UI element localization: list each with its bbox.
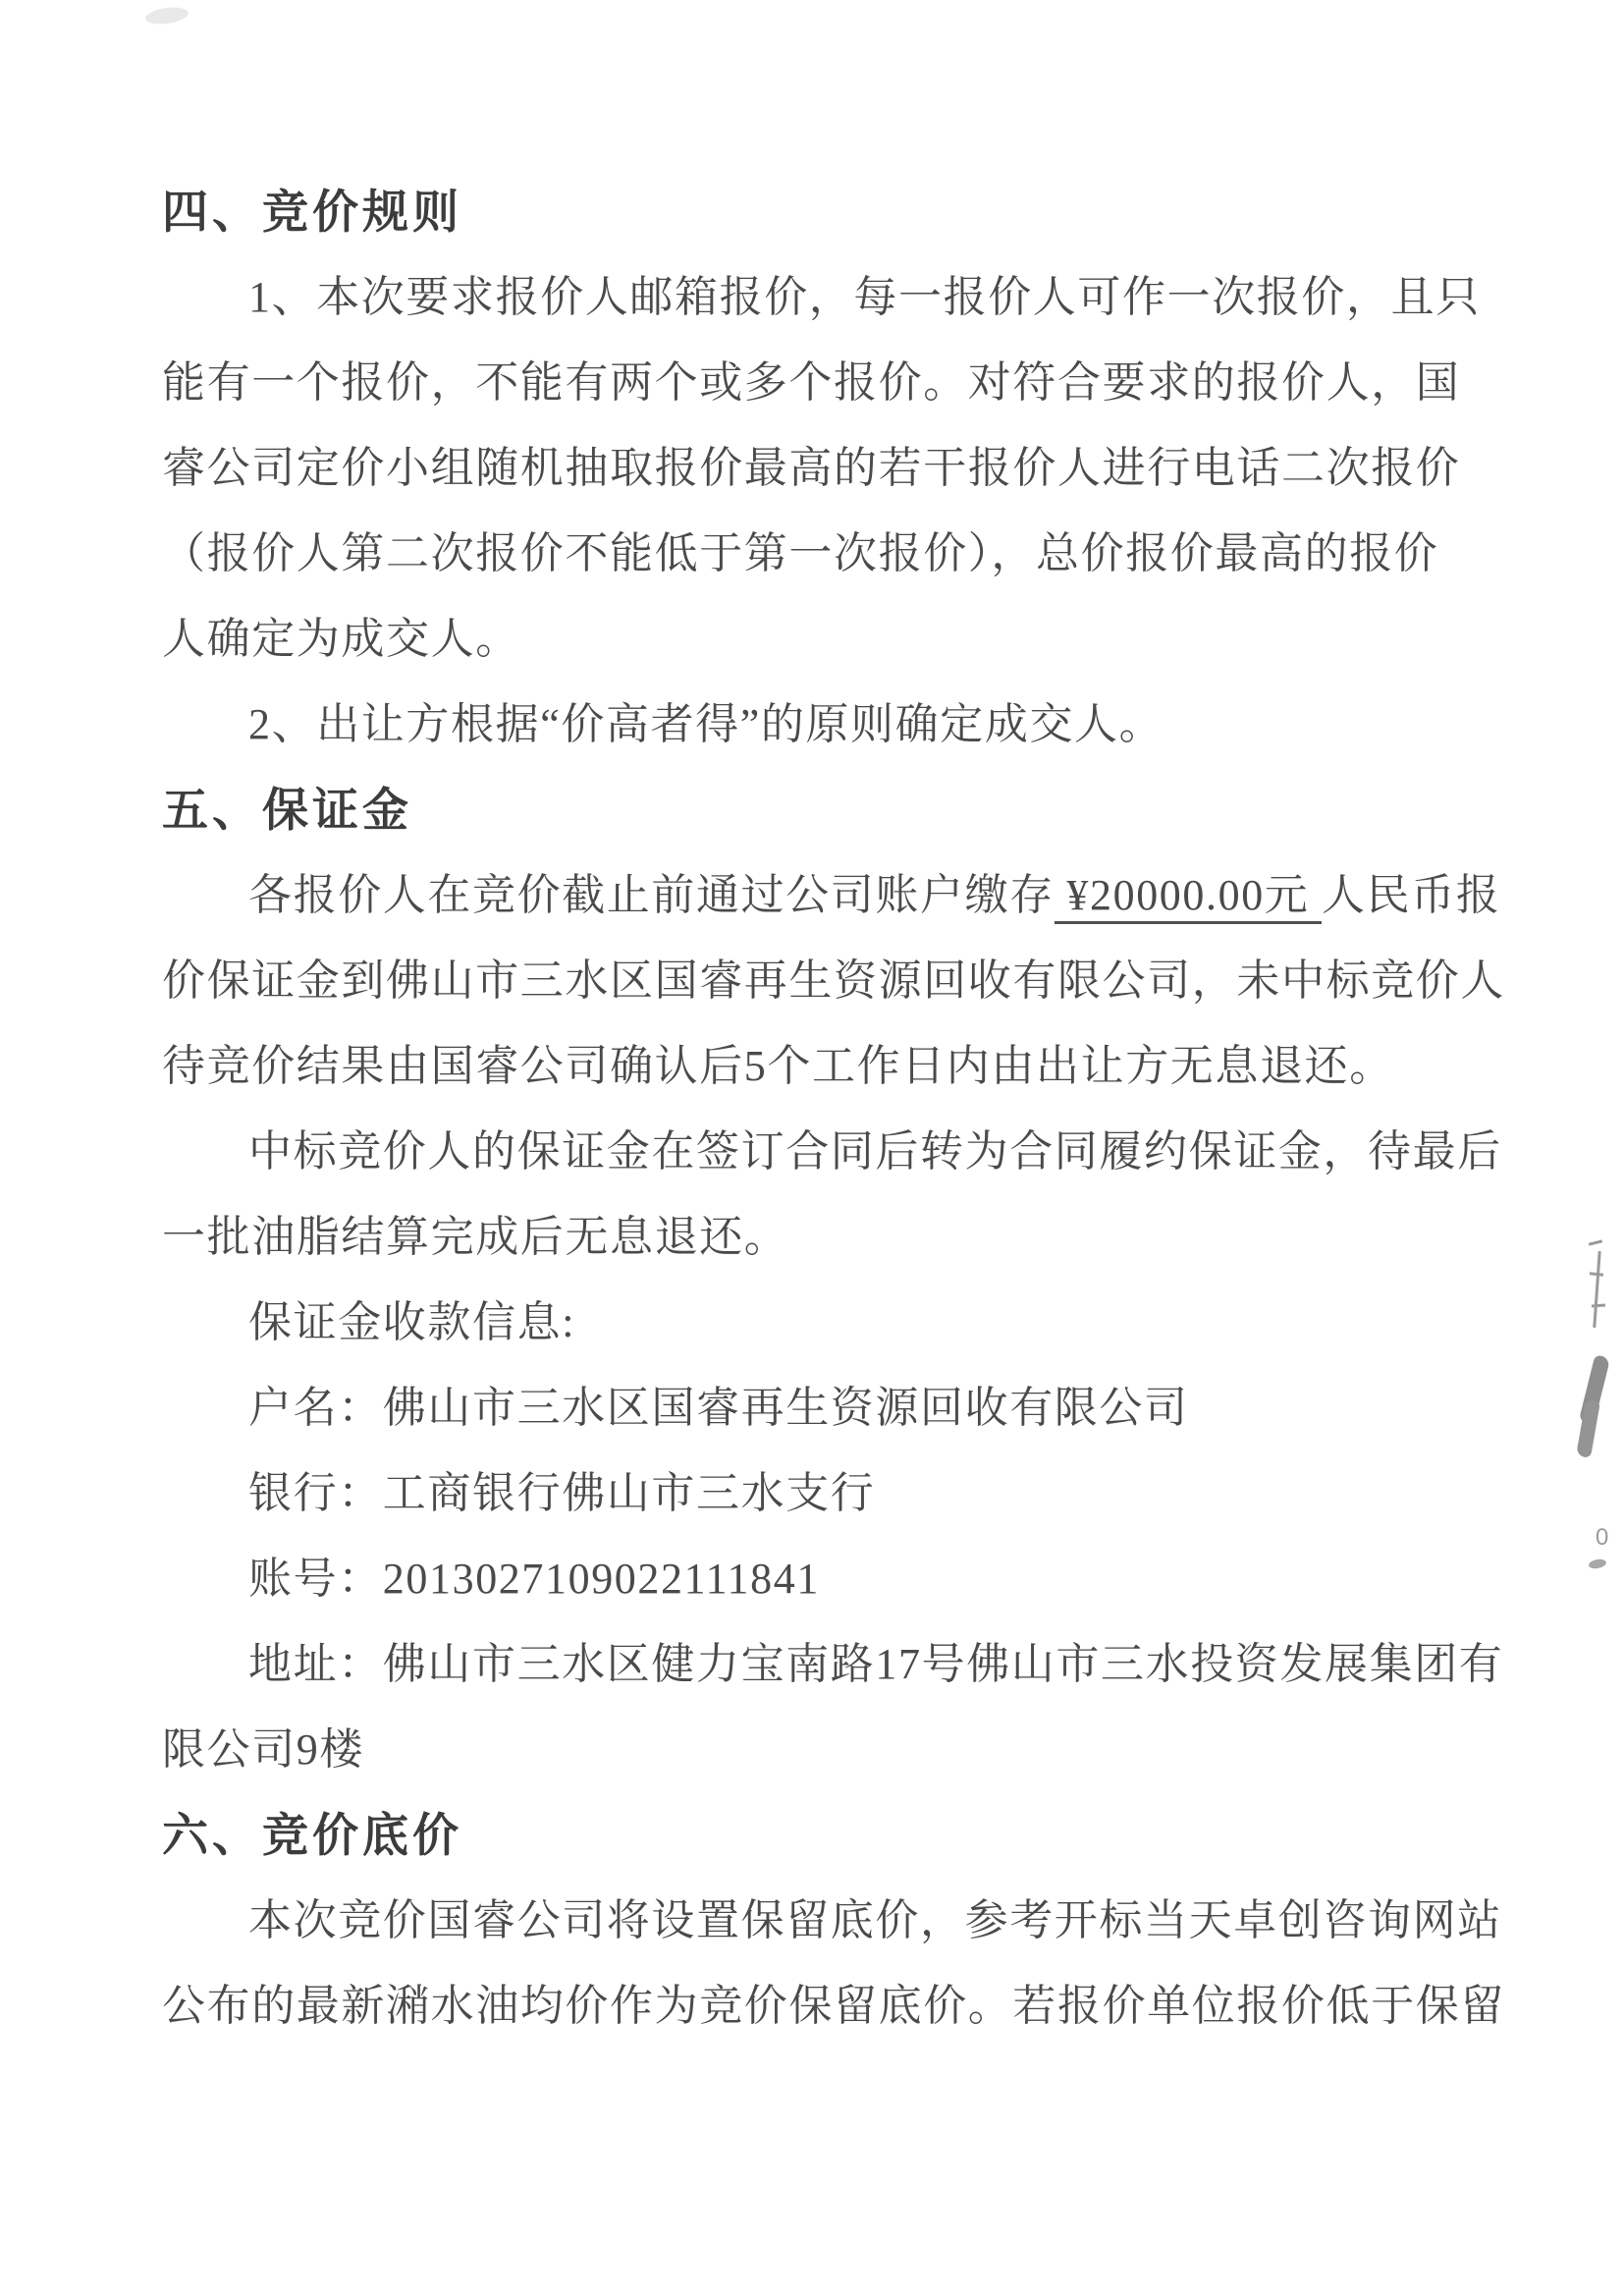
text-segment: 人民币报	[1322, 871, 1501, 919]
text-line: 保证金收款信息:	[248, 1298, 576, 1346]
scribble-tick	[1592, 1304, 1605, 1308]
blob-part	[1579, 1354, 1610, 1425]
text-line: （报价人第二次报价不能低于第一次报价），总价报价最高的报价	[162, 529, 1439, 577]
text-line: 能有一个报价，不能有两个或多个报价。对符合要求的报价人，国	[162, 358, 1461, 407]
scan-mark-zero: 0	[1596, 1524, 1609, 1551]
text-line: 银行：工商银行佛山市三水支行	[248, 1469, 876, 1517]
text-line: 待竞价结果由国睿公司确认后5个工作日内由出让方无息退还。	[162, 1042, 1394, 1090]
text-line: 价保证金到佛山市三水区国睿再生资源回收有限公司，未中标竞价人	[162, 957, 1505, 1005]
text-line: 地址：佛山市三水区健力宝南路17号佛山市三水投资发展集团有	[248, 1640, 1504, 1688]
text-line: 账号：2013027109022111841	[248, 1555, 820, 1603]
text-segment: 各报价人在竞价截止前通过公司账户缴存	[248, 871, 1055, 919]
text-line: 1、本次要求报价人邮箱报价，每一报价人可作一次报价，且只	[248, 273, 1481, 321]
text-line: 睿公司定价小组随机抽取报价最高的若干报价人进行电话二次报价	[162, 444, 1461, 492]
text-line: 户名：佛山市三水区国睿再生资源回收有限公司	[248, 1384, 1189, 1432]
scan-mark-scribble	[1583, 1239, 1612, 1333]
blob-part	[1576, 1399, 1600, 1458]
scribble-tick	[1590, 1272, 1603, 1276]
text-line: 本次竞价国睿公司将设置保留底价，参考开标当天卓创咨询网站	[248, 1896, 1502, 1944]
section-heading: 六、竞价底价	[162, 1809, 462, 1861]
text-line: 一批油脂结算完成后无息退还。	[162, 1213, 789, 1261]
scan-smudge-top	[144, 5, 189, 27]
text-line: 中标竞价人的保证金在签订合同后转为合同履约保证金，待最后	[248, 1127, 1502, 1175]
text-line: 人确定为成交人。	[162, 615, 520, 663]
text-line	[248, 872, 1500, 919]
deposit-amount: ¥20000.00元	[1055, 871, 1322, 924]
text-line: 2、出让方根据“价高者得”的原则确定成交人。	[248, 700, 1164, 748]
scribble-tick	[1589, 1239, 1602, 1245]
section-heading: 五、保证金	[162, 784, 412, 836]
text-line: 限公司9楼	[162, 1725, 364, 1774]
scan-smudge-small	[1588, 1558, 1606, 1570]
scan-smudge-blob	[1577, 1353, 1616, 1461]
scribble-vertical-stroke	[1593, 1251, 1600, 1328]
text-line: 公布的最新潲水油均价作为竞价保留底价。若报价单位报价低于保留	[162, 1982, 1505, 2030]
section-heading: 四、竞价规则	[162, 186, 462, 238]
